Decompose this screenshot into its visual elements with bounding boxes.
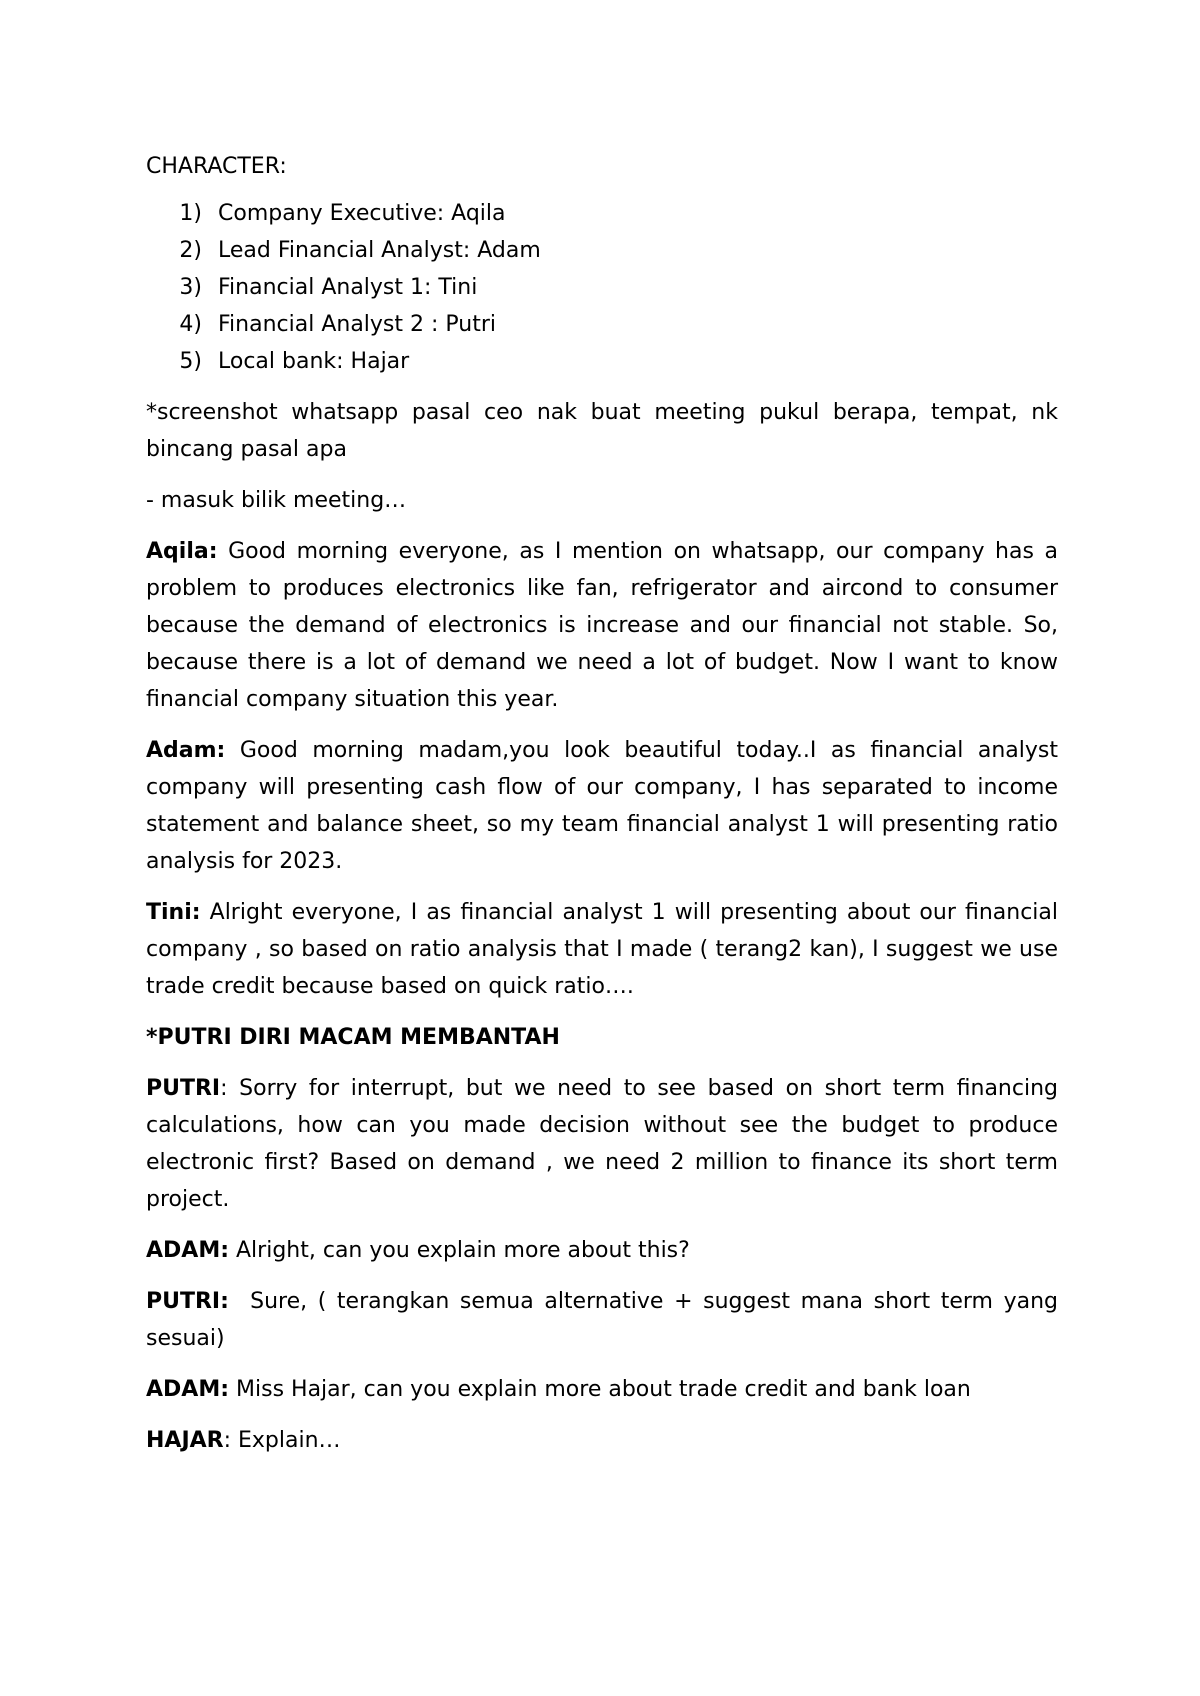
speaker-name: Adam: [146, 738, 226, 763]
dialogue-line-aqila [146, 533, 1058, 718]
list-item [146, 343, 1058, 380]
list-number: 1) [179, 201, 202, 226]
dialogue-line-adam-3 [146, 1371, 1058, 1408]
dialogue-line-putri [146, 1070, 1058, 1218]
dialogue-text: Sure, ( terangkan semua alternative + suggest mana short term yang sesuai) [146, 1289, 1065, 1351]
list-item [146, 195, 1058, 232]
list-item [146, 306, 1058, 343]
list-text: Company Executive: Aqila [218, 201, 506, 226]
dialogue-line-tini [146, 894, 1058, 1005]
stage-direction: *PUTRI DIRI MACAM MEMBANTAH [146, 1025, 560, 1050]
speaker-name: ADAM: [146, 1238, 230, 1263]
dialogue-line-hajar [146, 1422, 1058, 1459]
list-item [146, 232, 1058, 269]
dialogue-text: : Sorry for interrupt, but we need to see based on short term financing calculations, how can you made decision without see the budget to produce electronic first? Based on demand , we need 2 million to finance its short term project. [146, 1076, 1058, 1212]
dialogue-text: Alright, can you explain more about this? [229, 1238, 690, 1263]
speaker-name: PUTRI: [146, 1289, 229, 1314]
speaker-name: Aqila: [146, 539, 218, 564]
dialogue-text: Miss Hajar, can you explain more about trade credit and bank loan [229, 1377, 971, 1402]
dialogue-text: Good morning madam,you look beautiful today..I as financial analyst company will presenting cash flow of our company, I has separated to income statement and balance sheet, so my team financial analyst 1 will presenting ratio analysis for 2023. [146, 738, 1058, 874]
list-number: 4) [179, 312, 202, 337]
list-number: 2) [179, 238, 202, 263]
list-text: Financial Analyst 1: Tini [218, 275, 478, 300]
speaker-name: Tini: [146, 900, 201, 925]
meeting-note: - masuk bilik meeting… [146, 488, 407, 513]
screenshot-note: *screenshot whatsapp pasal ceo nak buat meeting pukul berapa, tempat, nk bincang pasal apa [146, 400, 1058, 462]
dialogue-line-adam [146, 732, 1058, 880]
dialogue-text: : Explain… [223, 1428, 341, 1453]
speaker-name: ADAM: [146, 1377, 230, 1402]
speaker-name: PUTRI [146, 1076, 221, 1101]
list-text: Financial Analyst 2 : Putri [218, 312, 497, 337]
dialogue-text: Alright everyone, I as financial analyst 1 will presenting about our financial company , so based on ratio analysis that I made ( terang2 kan), I suggest we use trade credit because based on quick ratio…. [146, 900, 1058, 999]
dialogue-line-putri-2 [146, 1283, 1065, 1357]
speaker-name: HAJAR [146, 1428, 224, 1453]
document-page [146, 148, 1065, 1473]
character-heading: CHARACTER: [146, 154, 287, 179]
dialogue-text: Good morning everyone, as I mention on whatsapp, our company has a problem to produces electronics like fan, refrigerator and aircond to consumer because the demand of electronics is increase and our financial not stable. So, because there is a lot of demand we need a lot of budget. Now I want to know financial company situation this year. [146, 539, 1058, 712]
list-text: Lead Financial Analyst: Adam [218, 238, 541, 263]
list-text: Local bank: Hajar [218, 349, 410, 374]
list-number: 5) [179, 349, 202, 374]
dialogue-line-adam-2 [146, 1232, 1058, 1269]
list-item [146, 269, 1058, 306]
list-number: 3) [179, 275, 202, 300]
character-list [146, 195, 1058, 380]
